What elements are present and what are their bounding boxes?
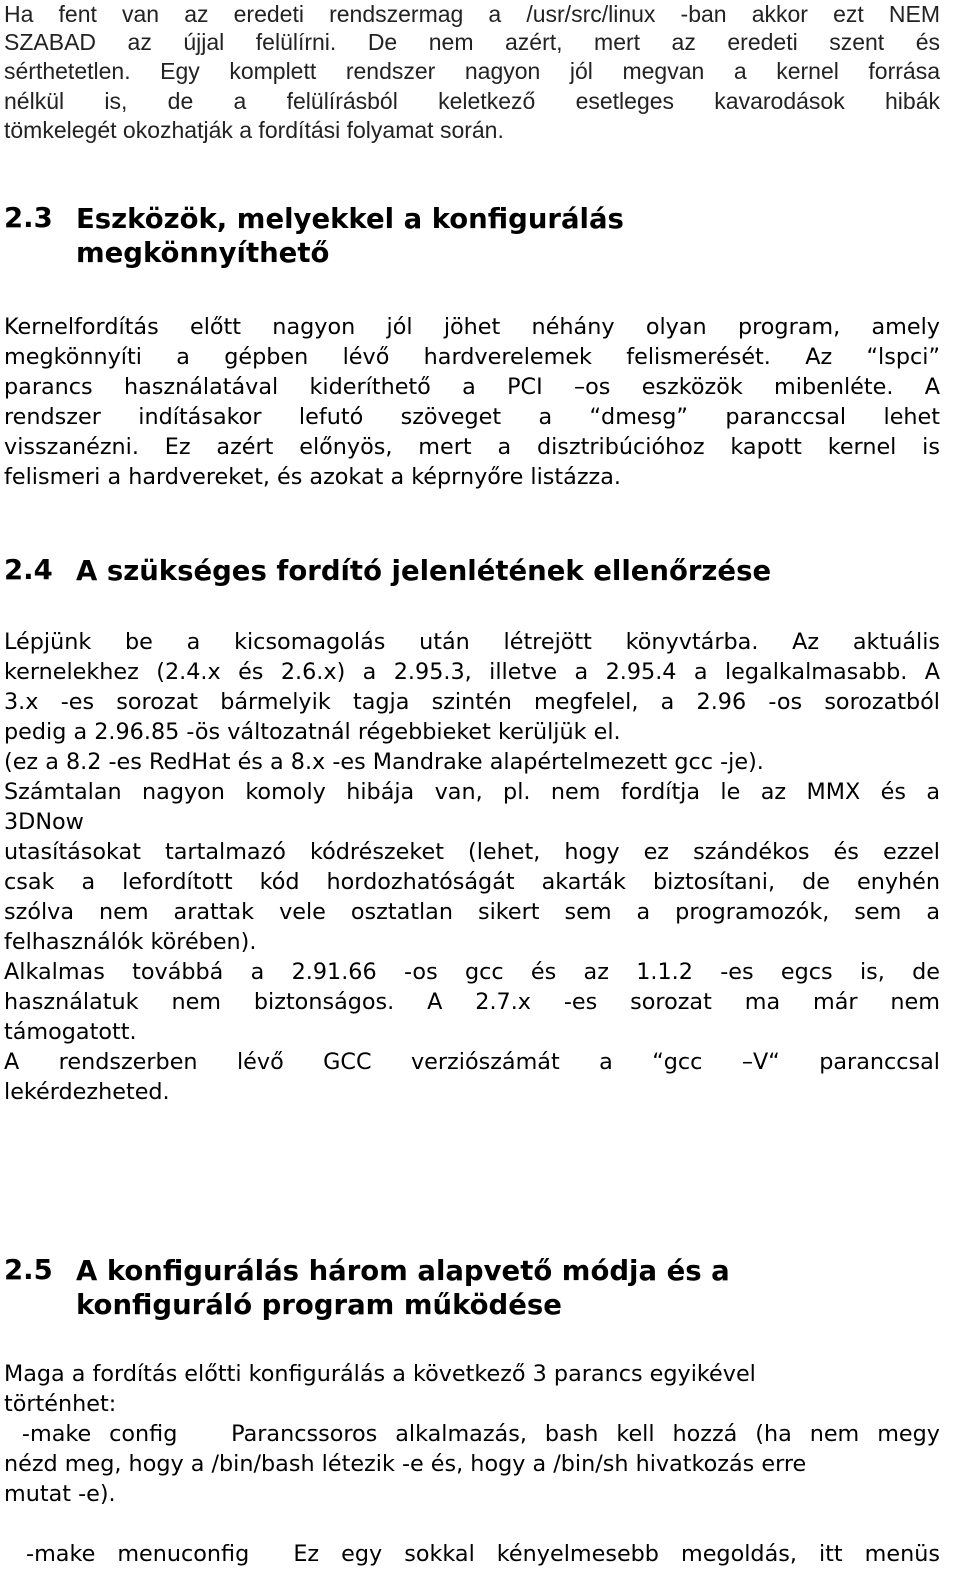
text-line: rendszer indításakor lefutó szöveget a “dmesg” paranccsal lehet bbox=[4, 404, 940, 430]
text-line: történhet: bbox=[4, 1391, 117, 1417]
text-line: lekérdezheted. bbox=[4, 1079, 170, 1105]
text-line: -make config Parancssoros alkalmazás, bash kell hozzá (ha nem megy bbox=[4, 1421, 940, 1447]
section-number: 2.3 bbox=[4, 202, 53, 234]
text-line: tömkelegét okozhatják a fordítási folyamat során. bbox=[4, 117, 504, 143]
text-line: Számtalan nagyon komoly hibája van, pl. nem fordítja le az MMX és a bbox=[4, 779, 940, 805]
text-line: csak a lefordított kód hordozhatóságát akarták biztosítani, de enyhén bbox=[4, 869, 940, 895]
text-line: (ez a 8.2 -es RedHat és a 8.x -es Mandrake alapértelmezett gcc -je). bbox=[4, 749, 764, 775]
text-line: -make menuconfig Ez egy sokkal kényelmesebb megoldás, itt menüs bbox=[4, 1541, 940, 1567]
text-line: megkönnyíti a gépben lévő hardverelemek felismerését. Az “lspci” bbox=[4, 344, 940, 370]
text-line: kernelekhez (2.4.x és 2.6.x) a 2.95.3, illetve a 2.95.4 a legalkalmasabb. A bbox=[4, 659, 940, 685]
text-line: használatuk nem biztonságos. A 2.7.x -es sorozat ma már nem bbox=[4, 989, 940, 1015]
text-line: utasításokat tartalmazó kódrészeket (lehet, hogy ez szándékos és ezzel bbox=[4, 839, 940, 865]
text-line: SZABAD az újjal felülírni. De nem azért, mert az eredeti szent és bbox=[4, 29, 940, 55]
text-line: Kernelfordítás előtt nagyon jól jöhet néhány olyan program, amely bbox=[4, 314, 940, 340]
text-line: nézd meg, hogy a /bin/bash létezik -e és, hogy a /bin/sh hivatkozás erre bbox=[4, 1451, 807, 1477]
text-line: felismeri a hardvereket, és azokat a képrnyőre listázza. bbox=[4, 464, 621, 490]
text-line: parancs használatával kideríthető a PCI –os eszközök mibenléte. A bbox=[4, 374, 940, 400]
text-line: sérthetetlen. Egy komplett rendszer nagyon jól megvan a kernel forrása bbox=[4, 58, 940, 84]
section-title-line: A konfigurálás három alapvető módja és a bbox=[76, 1255, 730, 1287]
text-line: Ha fent van az eredeti rendszermag a /usr/src/linux -ban akkor ezt NEM bbox=[4, 1, 940, 27]
text-line: visszanézni. Ez azért előnyös, mert a disztribúcióhoz kapott kernel is bbox=[4, 434, 940, 460]
section-number: 2.4 bbox=[4, 554, 53, 586]
text-line: nélkül is, de a felülírásból keletkező esetleges kavarodások hibák bbox=[4, 88, 940, 114]
text-line: Lépjünk be a kicsomagolás után létrejött könyvtárba. Az aktuális bbox=[4, 629, 940, 655]
text-line: pedig a 2.96.85 -ös változatnál régebbieket kerüljük el. bbox=[4, 719, 621, 745]
section-title-line: Eszközök, melyekkel a konfigurálás bbox=[76, 203, 624, 235]
text-line: mutat -e). bbox=[4, 1481, 116, 1507]
section-title-line: konfiguráló program működése bbox=[76, 1289, 562, 1321]
text-line: 3DNow bbox=[4, 809, 84, 835]
text-line: szólva nem arattak vele osztatlan sikert sem a programozók, sem a bbox=[4, 899, 940, 925]
text-line: Maga a fordítás előtti konfigurálás a következő 3 parancs egyikével bbox=[4, 1361, 756, 1387]
section-title-line: A szükséges fordító jelenlétének ellenőrzése bbox=[76, 555, 772, 587]
section-title-line: megkönnyíthető bbox=[76, 237, 330, 269]
text-line: 3.x -es sorozat bármelyik tagja szintén megfelel, a 2.96 -os sorozatból bbox=[4, 689, 940, 715]
text-line: felhasználók körében). bbox=[4, 929, 257, 955]
text-line: támogatott. bbox=[4, 1019, 137, 1045]
section-number: 2.5 bbox=[4, 1254, 53, 1286]
text-line: A rendszerben lévő GCC verziószámát a “gcc –V“ paranccsal bbox=[4, 1049, 940, 1075]
text-line: Alkalmas továbbá a 2.91.66 -os gcc és az 1.1.2 -es egcs is, de bbox=[4, 959, 940, 985]
